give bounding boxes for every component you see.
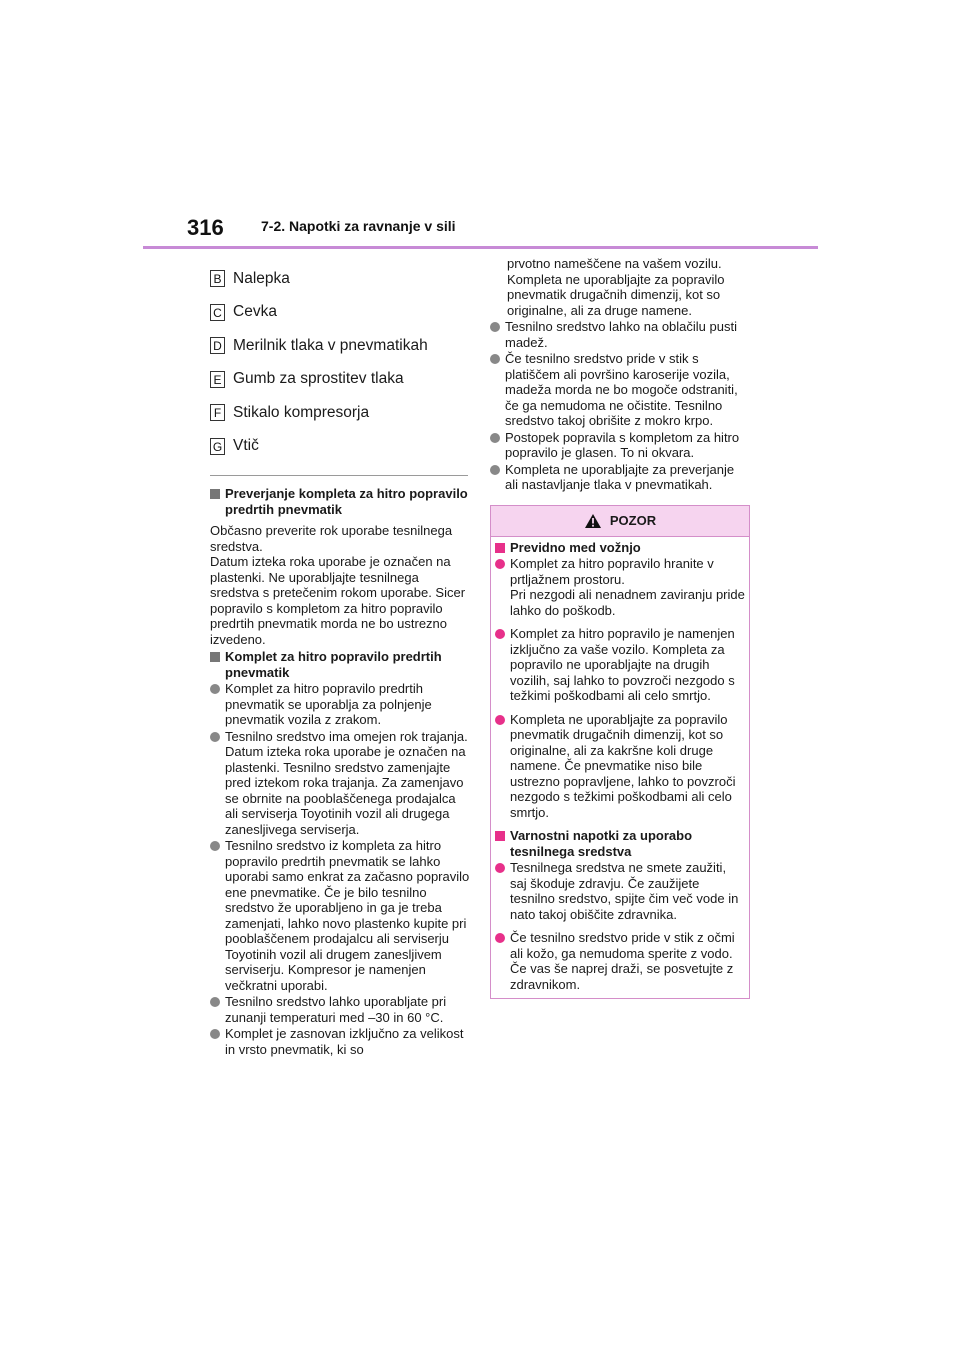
bullet-dot-icon	[490, 465, 500, 475]
bullet-text-line: Komplet za hitro popravilo hranite v prtljažnem prostoru.	[510, 556, 714, 587]
legend-item	[210, 296, 470, 330]
bullet-item	[490, 351, 750, 429]
square-bullet-icon	[210, 652, 220, 662]
legend-letter: F	[210, 404, 225, 421]
bullet-text: Postopek popravila s kompletom za hitro popravilo je glasen. To ni okvara.	[505, 429, 740, 460]
caution-bullet	[495, 712, 745, 821]
bullet-dot-icon	[495, 629, 505, 639]
heading-text: Previdno med vožnjo	[510, 539, 641, 555]
caution-bullet	[495, 930, 745, 992]
legend-label: Gumb za sprostitev tlaka	[233, 370, 404, 388]
caution-body	[491, 537, 749, 999]
bullet-text: Tesnilnega sredstva ne smete zaužiti, saj škoduje zdravju. Če zaužijete tesnilno sredstvo, spijte čim več vode in nato takoj obiščite zdravnika.	[510, 860, 739, 922]
section-heading	[210, 649, 470, 680]
bullet-dot-icon	[210, 732, 220, 742]
legend-item	[210, 329, 470, 363]
caution-heading	[495, 540, 745, 556]
bullet-item	[210, 729, 470, 838]
parts-legend	[210, 262, 470, 463]
caution-title: POZOR	[609, 513, 657, 528]
bullet-text-line: Pri nezgodi ali nenadnem zaviranju pride lahko do poškodb.	[510, 587, 745, 618]
caution-header	[491, 506, 749, 537]
bullet-text	[510, 556, 745, 618]
bullet-dot-icon	[210, 841, 220, 851]
bullet-text: Če tesnilno sredstvo pride v stik z očmi ali kožo, ga nemudoma sperite z vodo. Če vas še naprej draži, se posvetujte z zdravnikom.	[510, 930, 735, 992]
caution-box	[490, 505, 750, 1000]
section-heading	[210, 486, 470, 517]
section-title: 7-2. Napotki za ravnanje v sili	[261, 218, 456, 234]
bullet-dot-icon	[495, 933, 505, 943]
bullet-item	[490, 319, 750, 350]
heading-text: Preverjanje kompleta za hitro popravilo predrtih pnevmatik	[225, 486, 468, 517]
bullet-dot-icon	[495, 559, 505, 569]
legend-item	[210, 396, 470, 430]
page-header	[143, 0, 818, 249]
heading-text: Komplet za hitro popravilo predrtih pnevmatik	[225, 649, 442, 680]
bullet-text: Tesnilno sredstvo lahko na oblačilu pusti madež.	[505, 319, 737, 350]
bullet-dot-icon	[490, 354, 500, 364]
bullet-text: Komplet je zasnovan izključno za velikost in vrsto pnevmatik, ki so	[225, 1026, 464, 1057]
page-number: 316	[187, 215, 224, 240]
caution-bullet	[495, 860, 745, 922]
legend-label: Vtič	[233, 437, 259, 455]
bullet-item	[490, 462, 750, 493]
bullet-item	[210, 681, 470, 728]
legend-letter: B	[210, 270, 225, 287]
bullet-item	[210, 1026, 470, 1057]
bullet-item	[210, 838, 470, 993]
paragraph: Občasno preverite rok uporabe tesnilnega sredstva.	[210, 523, 453, 554]
legend-letter: D	[210, 337, 225, 354]
legend-label: Stikalo kompresorja	[233, 403, 370, 421]
legend-item	[210, 262, 470, 296]
bullet-dot-icon	[210, 684, 220, 694]
bullet-dot-icon	[210, 1029, 220, 1039]
bullet-text: Če tesnilno sredstvo pride v stik s platiščem ali površino karoserije vozila, madeža morda ne bo mogoče odstraniti, če ga nemudoma ne očistite. Tesnilno sredstvo takoj obrišite z mokro krpo.	[505, 351, 738, 428]
bullet-text: Komplet za hitro popravilo predrtih pnevmatik se uporablja za polnjenje pnevmatik vozila z zrakom.	[225, 681, 432, 727]
bullet-dot-icon	[495, 715, 505, 725]
section-divider	[210, 475, 468, 476]
bullet-dot-icon	[490, 433, 500, 443]
continued-text: prvotno nameščene na vašem vozilu. Kompleta ne uporabljajte za popravilo pnevmatik drugačnih dimenzij, kot so originalne, ali za druge namene.	[507, 256, 725, 318]
caution-heading	[495, 828, 745, 859]
bullet-item	[490, 430, 750, 461]
bullet-dot-icon	[210, 997, 220, 1007]
legend-letter: E	[210, 371, 225, 388]
bullet-text: Kompleta ne uporabljajte za popravilo pnevmatik drugačnih dimenzij, kot so originalne, ali za kakršne koli druge namene. Če pnevmatike niso bile ustrezno popravljene, lahko to povzroči nezgodo s težkimi poškodbami ali celo smrtjo.	[510, 711, 736, 820]
square-bullet-icon	[495, 543, 505, 553]
legend-label: Nalepka	[233, 269, 290, 287]
legend-label: Merilnik tlaka v pnevmatikah	[233, 336, 428, 354]
bullet-text: Kompleta ne uporabljajte za preverjanje ali nastavljanje tlaka v pnevmatikah.	[505, 461, 735, 492]
legend-letter: G	[210, 438, 225, 455]
legend-label: Cevka	[233, 303, 277, 321]
bullet-text: Tesnilno sredstvo lahko uporabljate pri zunanji temperaturi med –30 in 60 °C.	[225, 994, 447, 1025]
bullet-text: Tesnilno sredstvo iz kompleta za hitro popravilo predrtih pnevmatik se lahko uporabi samo enkrat za začasno popravilo ene pnevmatike. Če je bilo tesnilno sredstvo že uporabljeno in ga je treba zamenjati, lahko novo plastenko kupite pri pooblaščenem prodajalcu ali serviserju Toyotinih vozil ali drugem zanesljivem serviserju. Kompresor je namenjen večkratni uporabi.	[225, 838, 470, 993]
paragraph: Datum izteka roka uporabe je označen na plastenki. Ne uporabljajte tesnilnega sredstva s pretečenim rokom uporabe. Sicer popravilo s kompletom za hitro popravilo predrtih pnevmatik morda ne bo ustrezno izvedeno.	[210, 554, 466, 647]
warning-icon	[584, 513, 602, 529]
bullet-item	[210, 994, 470, 1025]
legend-letter: C	[210, 304, 225, 321]
legend-item	[210, 363, 470, 397]
left-column	[210, 262, 470, 1057]
bullet-text: Tesnilno sredstvo ima omejen rok trajanja. Datum izteka roka uporabe je označen na plastenki. Tesnilno sredstvo zamenjajte pred iztekom roka trajanja. Za zamenjavo se obrnite na pooblaščenega prodajalca ali serviserja Toyotinih vozil ali drugega zanesljivega serviserja.	[225, 728, 468, 837]
heading-text: Varnostni napotki za uporabo tesnilnega sredstva	[510, 828, 693, 859]
bullet-dot-icon	[495, 863, 505, 873]
bullet-dot-icon	[490, 322, 500, 332]
square-bullet-icon	[210, 489, 220, 499]
legend-item	[210, 430, 470, 464]
right-column	[490, 256, 750, 999]
caution-bullet	[495, 626, 745, 704]
square-bullet-icon	[495, 831, 505, 841]
bullet-text: Komplet za hitro popravilo je namenjen izključno za vaše vozilo. Kompleta za popravilo ne uporabljajte na drugih vozilih, saj lahko to povzroči nezgodo s težkimi poškodbami ali celo smrtjo.	[510, 626, 735, 703]
caution-bullet	[495, 556, 745, 618]
